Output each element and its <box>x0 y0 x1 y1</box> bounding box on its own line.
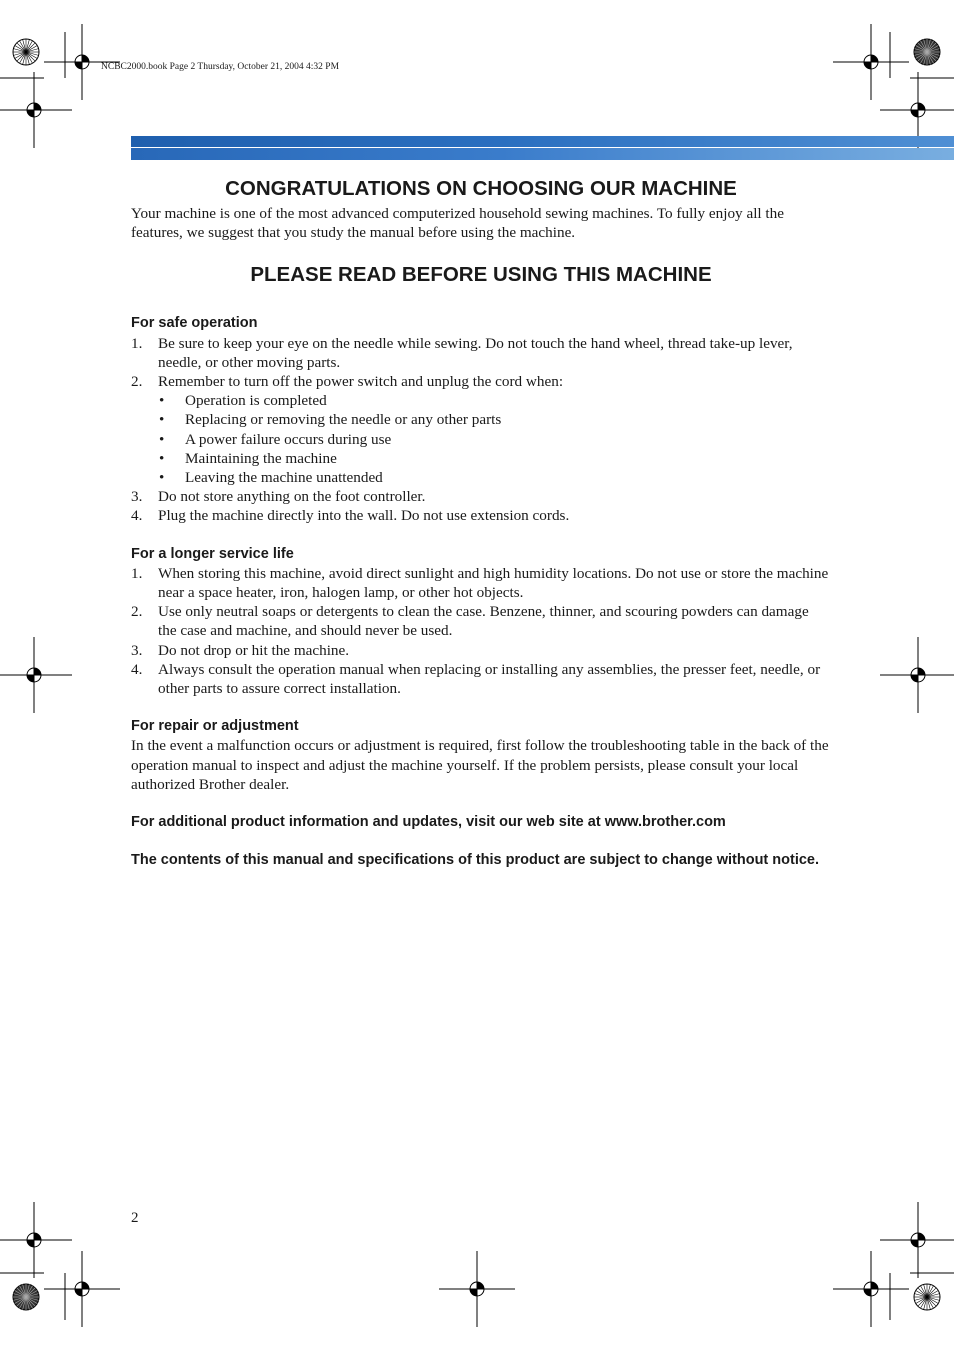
bullet-item <box>158 391 831 410</box>
service-life-section <box>131 545 831 699</box>
bullet-icon: • <box>159 469 165 487</box>
item-number: 2. <box>131 373 143 391</box>
header-band-top <box>131 136 954 147</box>
safe-operation-heading: For safe operation <box>131 315 258 332</box>
bullet-item <box>158 468 831 487</box>
item-number: 4. <box>131 660 143 678</box>
safe-operation-list <box>131 334 831 526</box>
crosshair-target-icon <box>833 24 909 100</box>
repair-heading: For repair or adjustment <box>131 718 299 735</box>
list-item <box>131 660 831 698</box>
item-number: 3. <box>131 488 143 506</box>
print-slug: NCBC2000.book Page 2 Thursday, October 21, 2004 4:32 PM <box>101 62 340 72</box>
list-item <box>131 334 831 372</box>
bullet-icon: • <box>159 392 165 410</box>
item-text: Remember to turn off the power switch and unplug the cord when: <box>158 373 564 391</box>
item-number: 4. <box>131 507 143 525</box>
item-text: Be sure to keep your eye on the needle while sewing. Do not touch the hand wheel, thread take-up lever, needle, or other moving parts. <box>158 334 793 371</box>
item-number: 1. <box>131 564 143 582</box>
power-off-conditions <box>158 391 831 487</box>
list-item <box>131 372 831 487</box>
crosshair-target-icon <box>44 1251 120 1327</box>
list-item <box>131 641 831 660</box>
change-notice: The contents of this manual and specifications of this product are subject to change without notice. <box>131 852 820 869</box>
bullet-item <box>158 449 831 468</box>
crosshair-target-icon <box>880 1202 954 1278</box>
item-text: Always consult the operation manual when replacing or installing any assemblies, the presser feet, needle, or other parts to assure correct installation. <box>158 660 821 698</box>
repair-section <box>131 717 831 794</box>
color-rosette-icon <box>914 39 940 65</box>
crosshair-target-icon <box>880 637 954 713</box>
repair-paragraph: In the event a malfunction occurs or adjustment is required, first follow the troubleshooting table in the back of the operation manual to inspect and adjust the machine yourself. If the problem persists, please consult your local authorized Brother dealer. <box>131 737 829 793</box>
item-text: When storing this machine, avoid direct sunlight and high humidity locations. Do not use or store the machine near a space heater, iron, halogen lamp, or other hot objects. <box>158 564 829 602</box>
page-number: 2 <box>131 1210 139 1226</box>
item-text: Do not drop or hit the machine. <box>158 641 350 659</box>
service-life-heading: For a longer service life <box>131 545 294 562</box>
bullet-item <box>158 410 831 429</box>
bullet-text: A power failure occurs during use <box>185 430 392 448</box>
website-note: For additional product information and updates, visit our web site at www.brother.com <box>131 814 726 831</box>
bullet-text: Operation is completed <box>185 392 327 410</box>
crosshair-target-icon <box>0 72 72 148</box>
item-number: 1. <box>131 334 143 352</box>
bullet-icon: • <box>159 449 165 467</box>
color-rosette-icon <box>13 1284 39 1310</box>
bullet-text: Replacing or removing the needle or any other parts <box>185 411 502 429</box>
crosshair-target-icon <box>833 1251 909 1327</box>
list-item <box>131 564 831 602</box>
main-content <box>131 176 831 870</box>
header-band <box>131 136 954 161</box>
bullet-text: Maintaining the machine <box>185 449 337 467</box>
intro-paragraph: Your machine is one of the most advanced computerized household sewing machines. To fully enjoy all the features, we suggest that you study the manual before using the machine. <box>131 205 784 242</box>
item-text: Plug the machine directly into the wall. Do not use extension cords. <box>158 507 570 525</box>
item-number: 2. <box>131 603 143 621</box>
list-item <box>131 506 831 525</box>
item-number: 3. <box>131 641 143 659</box>
crosshair-target-icon <box>0 637 72 713</box>
color-rosette-icon <box>914 1284 940 1310</box>
safe-operation-section <box>131 314 831 525</box>
please-read-heading: PLEASE READ BEFORE USING THIS MACHINE <box>250 263 712 287</box>
bullet-icon: • <box>159 411 165 429</box>
item-text: Use only neutral soaps or detergents to clean the case. Benzene, thinner, and scouring powders can damage the case and machine, and should never be used. <box>158 603 809 640</box>
service-life-list <box>131 564 831 698</box>
list-item <box>131 602 831 640</box>
bullet-item <box>158 430 831 449</box>
header-band-bottom <box>131 148 954 160</box>
item-text: Do not store anything on the foot controller. <box>158 488 426 506</box>
crosshair-target-icon <box>439 1251 515 1327</box>
list-item <box>131 487 831 506</box>
bullet-text: Leaving the machine unattended <box>185 469 383 487</box>
color-rosette-icon <box>13 39 39 65</box>
bullet-icon: • <box>159 430 165 448</box>
crosshair-target-icon <box>0 1202 72 1278</box>
congratulations-heading: CONGRATULATIONS ON CHOOSING OUR MACHINE <box>225 177 737 200</box>
